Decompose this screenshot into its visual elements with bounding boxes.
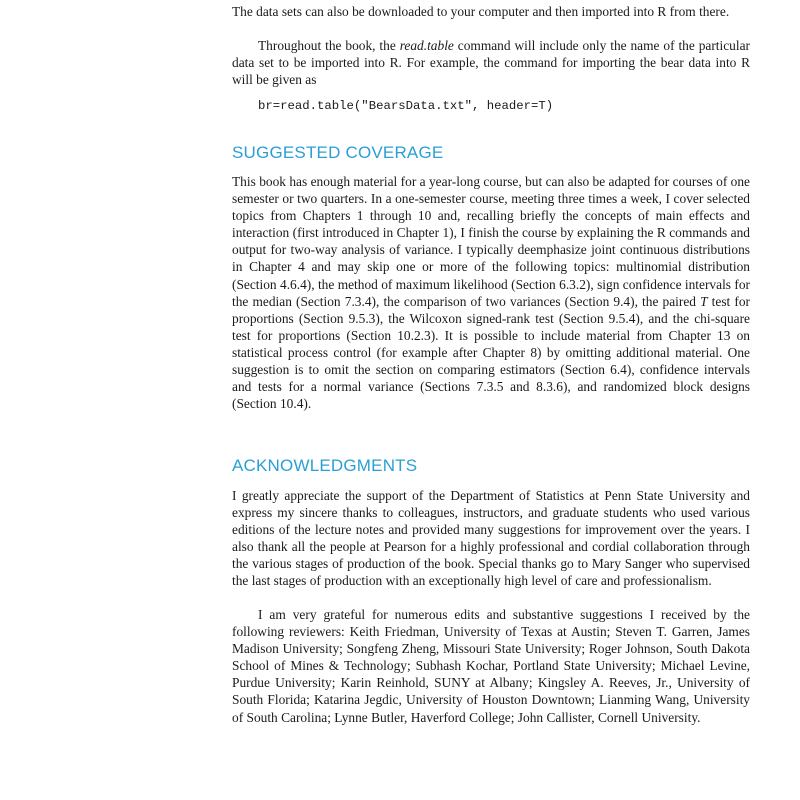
acknowledgments-paragraph-1: I greatly appreciate the support of the Department of Statistics at Penn State University and express my sincere thanks to colleagues, instructors, and graduate students who used various editions of the lecture notes and provided many suggestions for improvement over the years. I also thank all the people at Pearson for a highly professional and cordial collaboration through the various stages of production of the book. Special thanks go to Mary Sanger who supervised the last stages of production with an exceptionally high level of care and professionalism. <box>232 488 750 589</box>
intro-paragraph-1: The data sets can also be downloaded to your computer and then imported into R from there. <box>232 4 730 19</box>
code-example: br=read.table("BearsData.txt", header=T) <box>258 99 554 113</box>
intro-paragraph-2 <box>232 37 750 88</box>
acknowledgments-paragraph-2: I am very grateful for numerous edits and substantive suggestions I received by the following reviewers: Keith Friedman, University of Texas at Austin; Steven T. Garren, James Madison University; Songfeng Zheng, Missouri State University; Roger Johnson, South Dakota School of Mines & Technology; Subhash Kochar, Portland State University; Michael Levine, Purdue University; Karin Reinhold, SUNY at Albany; Kingsley A. Reeves, Jr., University of South Florida; Katarina Jegdic, University of Houston Downtown; Lianming Wang, University of South Carolina; Lynne Butler, Haverford College; John Callister, Cornell University. <box>232 607 750 725</box>
t-test-symbol: T <box>700 293 708 309</box>
intro-paragraph-2-text-a: Throughout the book, the <box>258 38 400 53</box>
suggested-coverage-heading: SUGGESTED COVERAGE <box>232 143 444 162</box>
acknowledgments-heading: ACKNOWLEDGMENTS <box>232 456 418 475</box>
coverage-text-a: This book has enough material for a year-long course, but can also be adapted for courses of one semester or two quarters. In a one-semester course, meeting three times a week, I cover selected topics from Chapters 1 through 10 and, recalling briefly the concepts of main effects and interaction (first introduced in Chapter 1), I finish the course by explaining the R commands and output for two-way analysis of variance. I typically deemphasize joint continuous distributions in Chapter 4 and may skip one or more of the following topics: multinomial distribution (Section 4.6.4), the method of maximum likelihood (Section 6.3.2), sign confidence intervals for the median (Section 7.3.4), the comparison of two variances (Section 9.4), the paired <box>232 174 750 309</box>
read-table-command: read.table <box>399 38 454 53</box>
coverage-text-b: test for proportions (Section 9.5.3), the Wilcoxon signed-rank test (Section 9.5.4), and the chi-square test for proportions (Section 10.2.3). It is possible to include material from Chapter 13 on statistical process control (for example after Chapter 8) by omitting additional material. One suggestion is to omit the section on comparing estimators (Section 6.4), confidence intervals and tests for a normal variance (Sections 7.3.5 and 8.3.6), and randomized block designs (Section 10.4). <box>232 293 751 412</box>
intro-paragraph-2-text-b: command will include only the name of the particular data set to be imported into R. For example, the command for importing the bear data into R will be given as <box>232 38 751 88</box>
coverage-paragraph <box>232 173 750 412</box>
